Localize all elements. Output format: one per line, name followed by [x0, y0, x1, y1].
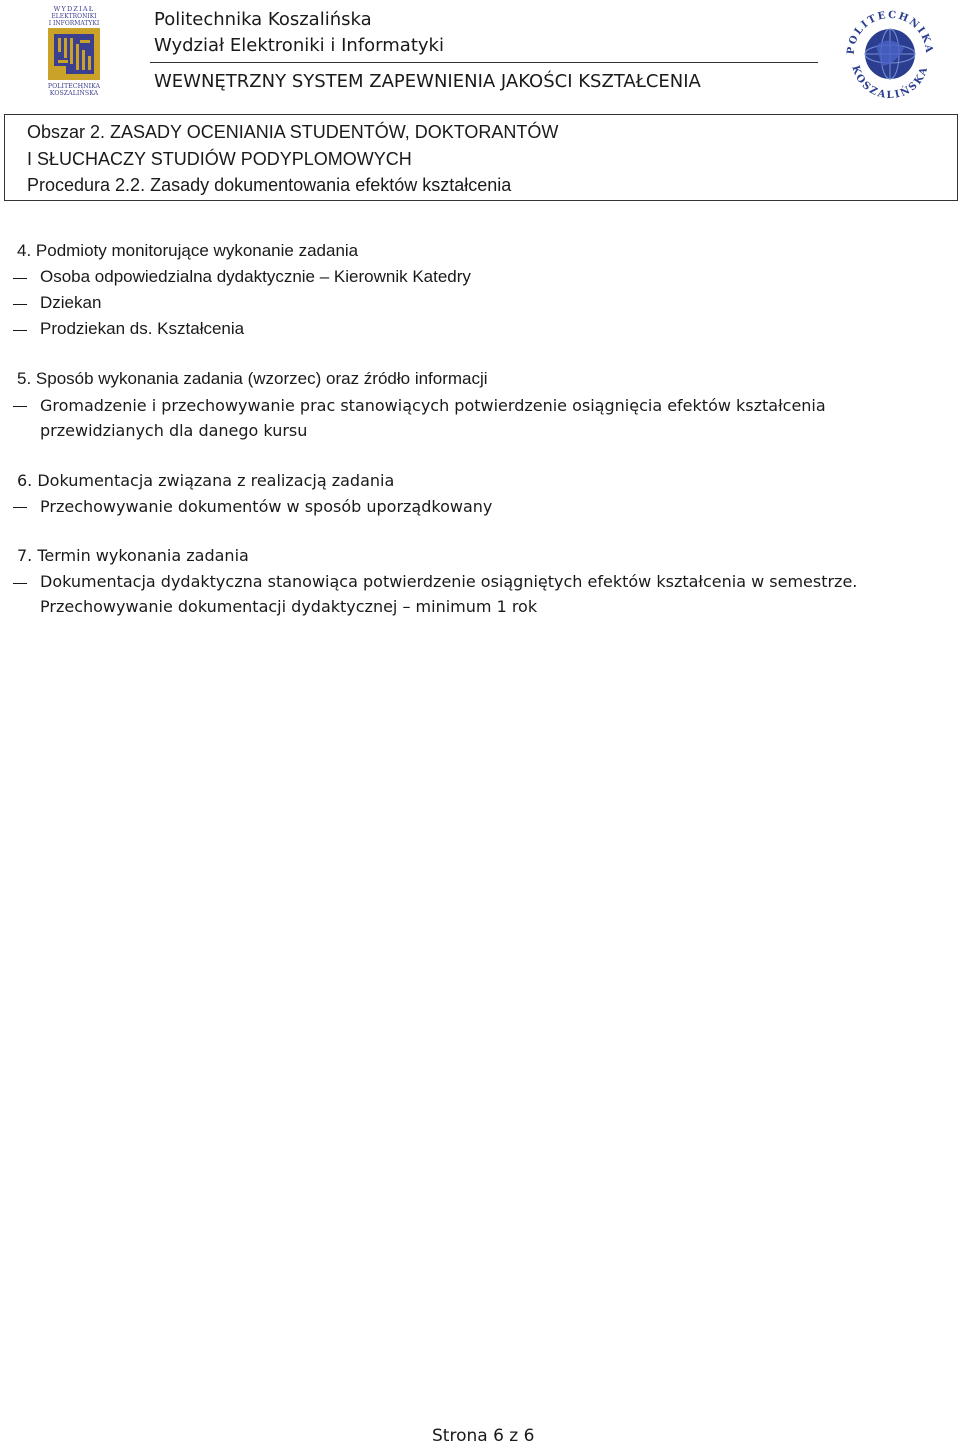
section-6-heading: 6. Dokumentacja związana z realizacją zadania	[17, 471, 395, 490]
area-title-line2: I SŁUCHACZY STUDIÓW PODYPLOMOWYCH	[27, 149, 412, 169]
logo-text-line5: KOSZALIŃSKA	[49, 90, 99, 97]
seal-top-text: POLITECHNIKA	[845, 9, 935, 56]
section-7-heading: 7. Termin wykonania zadania	[17, 546, 249, 565]
dash-bullet	[13, 330, 27, 331]
page-number: Strona 6 z 6	[432, 1426, 535, 1446]
dash-bullet	[13, 278, 27, 279]
section-4-item-2: Dziekan	[40, 293, 102, 312]
section-6-item-1: Przechowywanie dokumentów w sposób uporządkowany	[40, 497, 493, 516]
area-title-line1: Obszar 2. ZASADY OCENIANIA STUDENTÓW, DOKTORANTÓW	[27, 122, 559, 142]
section-7-item-1-cont: Przechowywanie dokumentacji dydaktycznej – minimum 1 rok	[40, 597, 538, 616]
university-seal-logo	[838, 4, 942, 100]
university-name: Politechnika Koszalińska	[154, 9, 372, 30]
seal-bottom-text: KOSZALIŃSKA	[849, 64, 931, 100]
quality-system-title: WEWNĘTRZNY SYSTEM ZAPEWNIENIA JAKOŚCI KSZTAŁCENIA	[154, 71, 701, 92]
dash-bullet	[13, 507, 27, 508]
section-7-item-1: Dokumentacja dydaktyczna stanowiąca potwierdzenie osiągniętych efektów kształcenia w semestrze.	[40, 572, 858, 591]
dash-bullet	[13, 583, 27, 584]
dash-bullet	[13, 406, 27, 407]
section-5-item-1-cont: przewidzianych dla danego kursu	[40, 421, 308, 440]
faculty-name: Wydział Elektroniki i Informatyki	[154, 35, 444, 56]
logo-text-line3: I INFORMATYKI	[48, 20, 100, 27]
procedure-title: Procedura 2.2. Zasady dokumentowania efektów kształcenia	[27, 175, 512, 195]
section-4-item-1: Osoba odpowiedzialna dydaktycznie – Kierownik Katedry	[40, 267, 471, 286]
section-4-heading: 4. Podmioty monitorujące wykonanie zadania	[17, 241, 359, 260]
dash-bullet	[13, 304, 27, 305]
logo-text-line1: WYDZIAŁ	[53, 5, 95, 13]
section-5-item-1: Gromadzenie i przechowywanie prac stanowiących potwierdzenie osiągnięcia efektów kształcenia	[40, 396, 826, 415]
header-divider	[150, 62, 818, 63]
faculty-logo	[38, 4, 110, 98]
logo-text-line2: ELEKTRONIKI	[51, 13, 97, 20]
chip-icon	[48, 28, 100, 80]
logo-text-line4: POLITECHNIKA	[47, 83, 101, 90]
area-title	[27, 119, 558, 173]
section-5-heading: 5. Sposób wykonania zadania (wzorzec) oraz źródło informacji	[17, 369, 488, 388]
section-4-item-3: Prodziekan ds. Kształcenia	[40, 319, 245, 338]
